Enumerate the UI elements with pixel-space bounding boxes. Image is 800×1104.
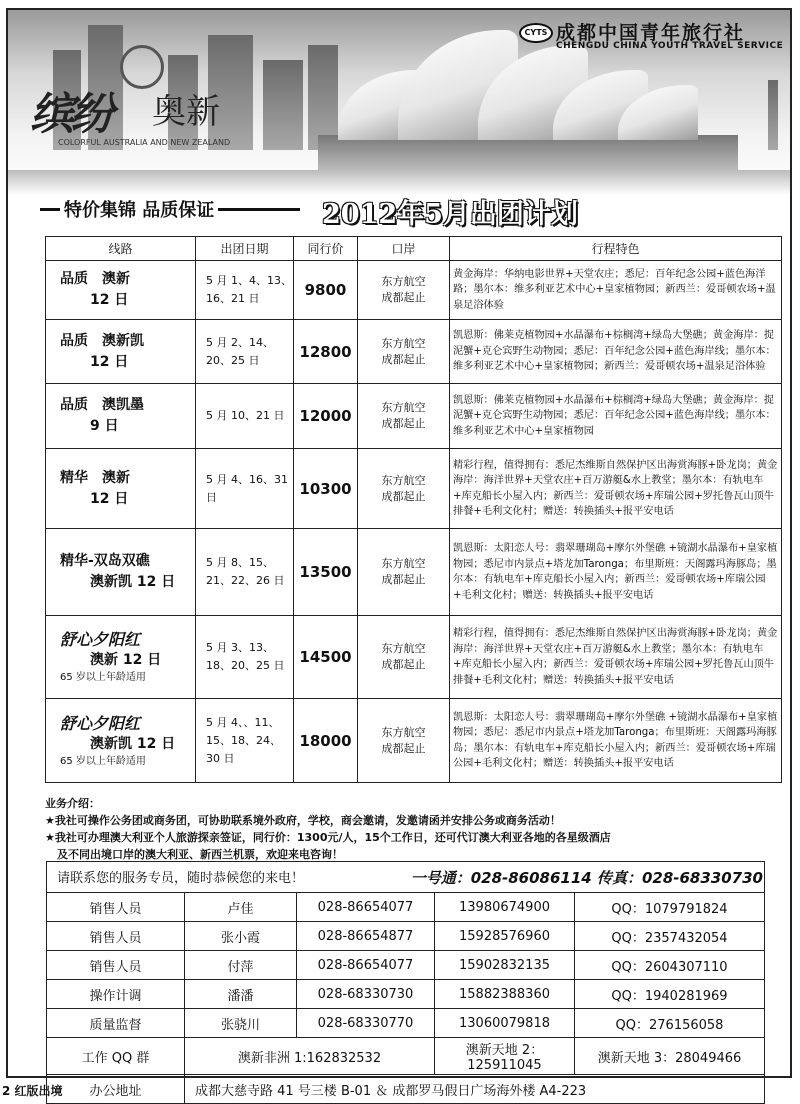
itinerary-features: 凯恩斯：太阳恋人号：翡翠珊瑚岛+摩尔外堡礁 +镜湖水晶瀑布+皇家植物园；悉尼市内景点+塔龙加Taronga；布里斯班：天阁露玛海豚岛；墨尔本：有轨电车+库克船长小屋入内；新西兰：爱哥顿农场+库瑞公园+毛利文化村；赠送：转换插头+报平安电话 (450, 529, 782, 616)
table-header-row (46, 237, 782, 261)
contact-table (46, 861, 765, 1104)
route-cell (46, 699, 196, 783)
skyline-building (263, 60, 303, 150)
price: 13500 (294, 529, 358, 616)
brand-script: 缤纷 (30, 89, 110, 140)
itinerary-features: 凯恩斯：佛莱克植物园+水晶瀑布+棕榈湾+绿岛大堡礁；黄金海岸：捉泥蟹+克仑宾野生动物园；悉尼：百年纪念公园+蓝色海岸线；墨尔本：维多利亚艺术中心+皇家植物园；新西兰：爱哥顿农场+温泉足浴体验 (450, 320, 782, 384)
staff-role: 销售人员 (47, 893, 185, 922)
column-header: 口岸 (358, 237, 450, 261)
route-name: 精华 澳新 (60, 469, 130, 486)
table-row (46, 320, 782, 384)
agency-name-en: CHENGDU CHINA YOUTH TRAVEL SERVICE (556, 41, 784, 51)
agency-logo: CYTS (519, 23, 553, 43)
departure-dates: 5 月 4、16、31 日 (196, 449, 294, 529)
route-cell (46, 529, 196, 616)
notes-title: 业务介绍： (45, 797, 100, 810)
departure-dates: 5 月 2、14、20、25 日 (196, 320, 294, 384)
price: 12800 (294, 320, 358, 384)
staff-role: 销售人员 (47, 922, 185, 951)
staff-row (47, 1009, 765, 1038)
qq-group-label: 工作 QQ 群 (47, 1038, 185, 1075)
qq-group-row (47, 1038, 765, 1075)
staff-mobile[interactable]: 15902832135 (435, 951, 575, 980)
route-cell (46, 261, 196, 320)
route-note: 65 岁以上年龄适用 (60, 755, 146, 767)
staff-qq: QQ：1940281969 (575, 980, 765, 1009)
skyline-building (768, 80, 778, 150)
business-notes (45, 795, 785, 863)
itinerary-features: 凯恩斯：太阳恋人号：翡翠珊瑚岛+摩尔外堡礁 +镜湖水晶瀑布+皇家植物园；悉尼：悉尼市内景点+塔龙加Taronga；布里斯班：天阁露玛海豚岛；墨尔本：有轨电车+库克船长小屋入内；新西兰：爱哥顿农场+库瑞公园+毛利文化村；赠送：转换插头+报平安电话 (450, 699, 782, 783)
departure-dates: 5 月 8、15、21、22、26 日 (196, 529, 294, 616)
port: 东方航空 成都起止 (358, 320, 450, 384)
staff-row (47, 951, 765, 980)
column-header: 行程特色 (450, 237, 782, 261)
qq-group: 澳新天地 2：125911045 (435, 1038, 575, 1075)
staff-row (47, 922, 765, 951)
route-name: 舒心夕阳红 (60, 630, 141, 649)
route-duration: 12 日 (90, 353, 129, 370)
departure-dates: 5 月 3、13、18、20、25 日 (196, 616, 294, 699)
column-header: 线路 (46, 237, 196, 261)
staff-row (47, 980, 765, 1009)
contact-header-row (47, 862, 765, 893)
table-row (46, 261, 782, 320)
agency-name: 成都中国青年旅行社 (556, 22, 746, 44)
route-cell (46, 449, 196, 529)
itinerary-features: 黄金海岸：华纳电影世界+天堂农庄；悉尼：百年纪念公园+蓝色海洋路；墨尔本：维多利亚艺术中心+皇家植物园；新西兰：爱哥顿农场+温泉足浴体验 (450, 261, 782, 320)
itinerary-features: 精彩行程，值得拥有：悉尼杰维斯自然保护区出海赏海豚+卧龙岗；黄金海岸：海洋世界+天堂农庄+百万游艇&水上教堂；墨尔本：有轨电车+库克船长小屋入内；新西兰：爱哥顿农场+库瑞公园+罗托鲁瓦山顶牛排餐+毛利文化村；赠送：转换插头+报平安电话 (450, 449, 782, 529)
route-name: 品质 澳新凯 (60, 332, 144, 349)
staff-qq: QQ：276156058 (575, 1009, 765, 1038)
route-duration: 澳新 12 日 (90, 652, 162, 668)
qq-group: 澳新天地 3：28049466 (575, 1038, 765, 1075)
tour-table (45, 236, 782, 783)
port: 东方航空 成都起止 (358, 449, 450, 529)
column-header: 同行价 (294, 237, 358, 261)
port: 东方航空 成都起止 (358, 261, 450, 320)
staff-name: 张骁川 (185, 1009, 297, 1038)
port: 东方航空 成都起止 (358, 384, 450, 449)
route-cell (46, 320, 196, 384)
departure-dates: 5 月 4、、11、15、18、24、30 日 (196, 699, 294, 783)
table-row (46, 616, 782, 699)
staff-qq: QQ：1079791824 (575, 893, 765, 922)
qq-group: 澳新非洲 1:162832532 (185, 1038, 435, 1075)
opera-house-base (318, 135, 738, 170)
staff-mobile[interactable]: 13980674900 (435, 893, 575, 922)
brand-subtitle: COLORFUL AUSTRALIA AND NEW ZEALAND (58, 138, 231, 147)
route-cell (46, 384, 196, 449)
itinerary-features: 凯恩斯：佛莱克植物园+水晶瀑布+棕榈湾+绿岛大堡礁；黄金海岸：捉泥蟹+克仑宾野生动物园；悉尼：百年纪念公园+蓝色海岸线；墨尔本：维多利亚艺术中心+皇家植物园 (450, 384, 782, 449)
staff-name: 卢佳 (185, 893, 297, 922)
departure-dates: 5 月 10、21 日 (196, 384, 294, 449)
price: 12000 (294, 384, 358, 449)
route-duration: 12 日 (90, 490, 129, 507)
headline: 2012年5月出团计划 (322, 199, 578, 230)
departure-dates: 5 月 1、4、13、16、21 日 (196, 261, 294, 320)
brand-circle-mark (120, 45, 164, 89)
route-duration: 澳新凯 12 日 (90, 574, 176, 590)
notes-line: 及不同出境口岸的澳大利亚、新西兰机票，欢迎来电咨询！ (57, 848, 343, 861)
itinerary-features: 精彩行程，值得拥有：悉尼杰维斯自然保护区出海赏海豚+卧龙岗；黄金海岸：海洋世界+天堂农庄+百万游艇&水上教堂；墨尔本：有轨电车+库克船长小屋入内；新西兰：爱哥顿农场+库瑞公园+罗托鲁瓦山顶牛排餐+毛利文化村；赠送：转换插头+报平安电话 (450, 616, 782, 699)
staff-qq: QQ：2604307110 (575, 951, 765, 980)
route-name: 舒心夕阳红 (60, 713, 141, 733)
slogan: 特价集锦 品质保证 (60, 196, 218, 222)
price: 18000 (294, 699, 358, 783)
staff-mobile[interactable]: 13060079818 (435, 1009, 575, 1038)
staff-role: 销售人员 (47, 951, 185, 980)
address-row (47, 1075, 765, 1104)
staff-tel[interactable]: 028-68330770 (297, 1009, 435, 1038)
staff-tel[interactable]: 028-86654077 (297, 951, 435, 980)
route-name: 品质 澳新 (60, 271, 130, 287)
table-row (46, 529, 782, 616)
page-footer: 2 红版出境 (2, 1084, 63, 1098)
table-row (46, 384, 782, 449)
contact-intro: 请联系您的服务专员，随时恭候您的来电！ (57, 870, 305, 886)
price: 14500 (294, 616, 358, 699)
staff-role: 质量监督 (47, 1009, 185, 1038)
route-note: 65 岁以上年龄适用 (60, 672, 146, 683)
route-name: 品质 澳凯墨 (60, 397, 144, 413)
staff-role: 操作计调 (47, 980, 185, 1009)
route-duration: 12 日 (90, 292, 129, 308)
table-row (46, 699, 782, 783)
staff-tel[interactable]: 028-86654077 (297, 893, 435, 922)
notes-line: ★我社可办理澳大利亚个人旅游探亲签证，同行价：1300元/人，15个工作日，还可代订澳大利亚各地的各星级酒店 (45, 831, 611, 844)
address-label: 办公地址 (47, 1075, 185, 1104)
staff-tel[interactable]: 028-68330730 (297, 980, 435, 1009)
table-row (46, 449, 782, 529)
port: 东方航空 成都起止 (358, 529, 450, 616)
staff-name: 张小霞 (185, 922, 297, 951)
port: 东方航空 成都起止 (358, 699, 450, 783)
route-cell (46, 616, 196, 699)
staff-row (47, 893, 765, 922)
office-address: 成都大慈寺路 41 号三楼 B-01 ＆ 成都罗马假日广场海外楼 A4-223 (185, 1075, 765, 1104)
column-header: 出团日期 (196, 237, 294, 261)
staff-name: 潘潘 (185, 980, 297, 1009)
notes-line: ★我社可操作公务团或商务团，可协助联系境外政府，学校，商会邀请，发邀请函并安排公务或商务活动！ (45, 814, 561, 827)
route-duration: 9 日 (90, 418, 119, 434)
staff-qq: QQ：2357432054 (575, 922, 765, 951)
staff-mobile[interactable]: 15928576960 (435, 922, 575, 951)
price: 9800 (294, 261, 358, 320)
route-name: 精华-双岛双礁 (60, 553, 150, 569)
price: 10300 (294, 449, 358, 529)
brand-title: 奥新 (152, 92, 220, 132)
staff-name: 付萍 (185, 951, 297, 980)
staff-tel[interactable]: 028-86654877 (297, 922, 435, 951)
route-duration: 澳新凯 12 日 (90, 735, 176, 752)
port: 东方航空 成都起止 (358, 616, 450, 699)
staff-mobile[interactable]: 15882388360 (435, 980, 575, 1009)
hotline: 一号通：028-86086114 传真：028-68330730 (410, 868, 763, 887)
